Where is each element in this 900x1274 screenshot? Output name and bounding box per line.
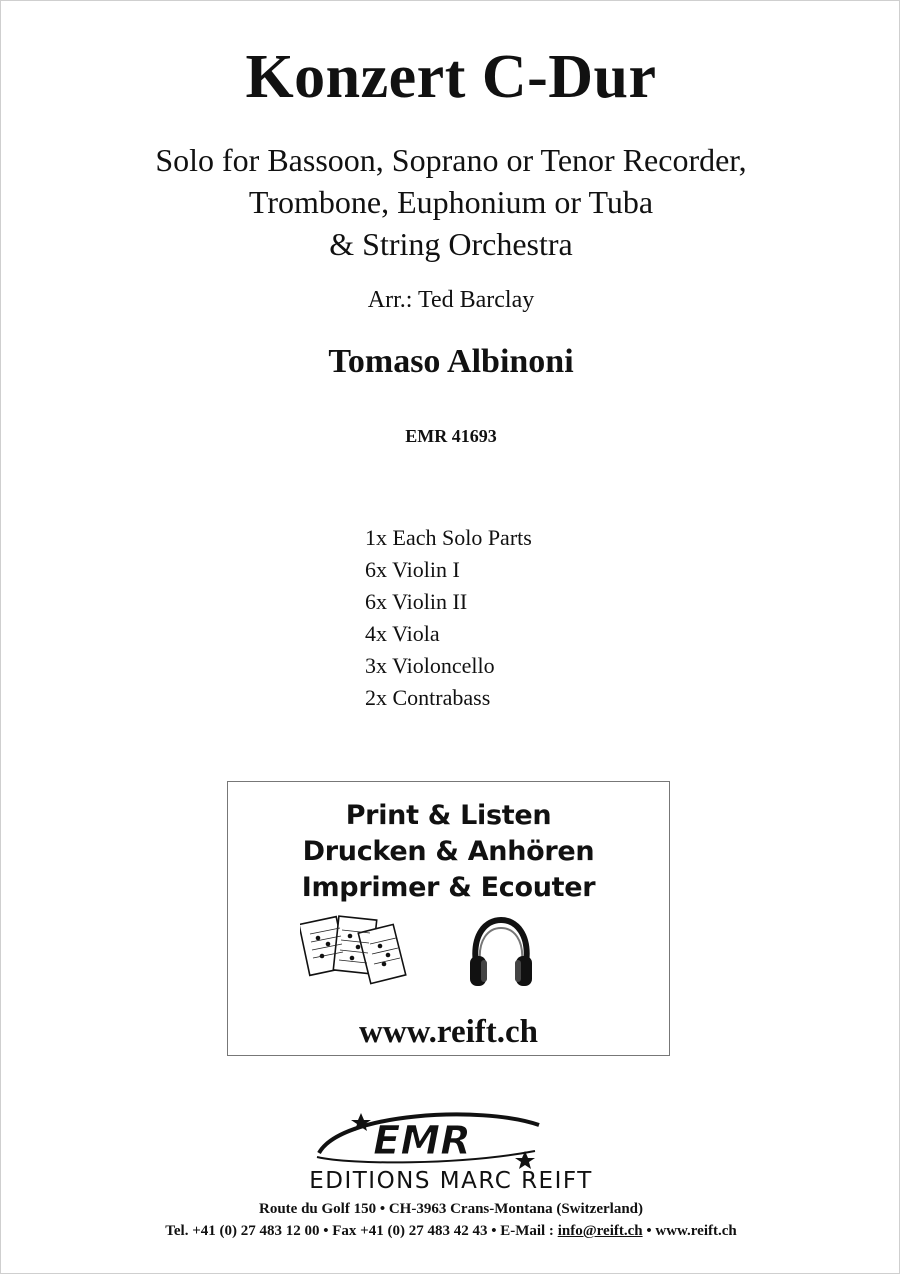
catalog-number: EMR 41693 [405, 426, 497, 446]
list-item: 1x Each Solo Parts [365, 525, 532, 550]
headphones-icon [466, 916, 536, 992]
list-item: 4x Viola [365, 621, 440, 646]
publisher-contact [1, 1221, 900, 1241]
parts-list [365, 522, 532, 714]
composer-name: Tomaso Albinoni [328, 343, 574, 380]
contact-phone-fax: Tel. +41 (0) 27 483 12 00 • Fax +41 (0) 27 483 42 43 • E-Mail : [165, 1223, 558, 1239]
promo-text [228, 798, 669, 906]
list-item: 6x Violin I [365, 557, 460, 582]
list-item: 3x Violoncello [365, 653, 495, 678]
arranger-credit: Arr.: Ted Barclay [367, 287, 535, 313]
publisher-address: Route du Golf 150 • CH-3963 Crans-Montana (Switzerland) [259, 1201, 643, 1217]
subtitle-line: & String Orchestra [329, 226, 573, 262]
subtitle-line: Trombone, Euphonium or Tuba [248, 184, 654, 220]
instrumentation-subtitle [1, 139, 900, 265]
list-item: 6x Violin II [365, 589, 468, 614]
sheet-music-icon [300, 914, 412, 994]
email-link[interactable]: info@reift.ch [557, 1223, 643, 1239]
print-listen-box [227, 781, 670, 1056]
contact-website: • www.reift.ch [642, 1223, 737, 1239]
subtitle-line: Solo for Bassoon, Soprano or Tenor Recorder, [155, 142, 747, 178]
promo-website[interactable]: www.reift.ch [358, 1014, 539, 1050]
promo-line: Drucken & Anhören [302, 836, 595, 867]
promo-line: Print & Listen [345, 800, 552, 831]
logo-text: EMR [373, 1118, 471, 1164]
page-title: Konzert C-Dur [245, 43, 657, 111]
promo-line: Imprimer & Ecouter [301, 872, 596, 903]
publisher-name: EDITIONS MARC REIFT [309, 1168, 593, 1194]
emr-logo [311, 1107, 546, 1169]
list-item: 2x Contrabass [365, 685, 491, 710]
